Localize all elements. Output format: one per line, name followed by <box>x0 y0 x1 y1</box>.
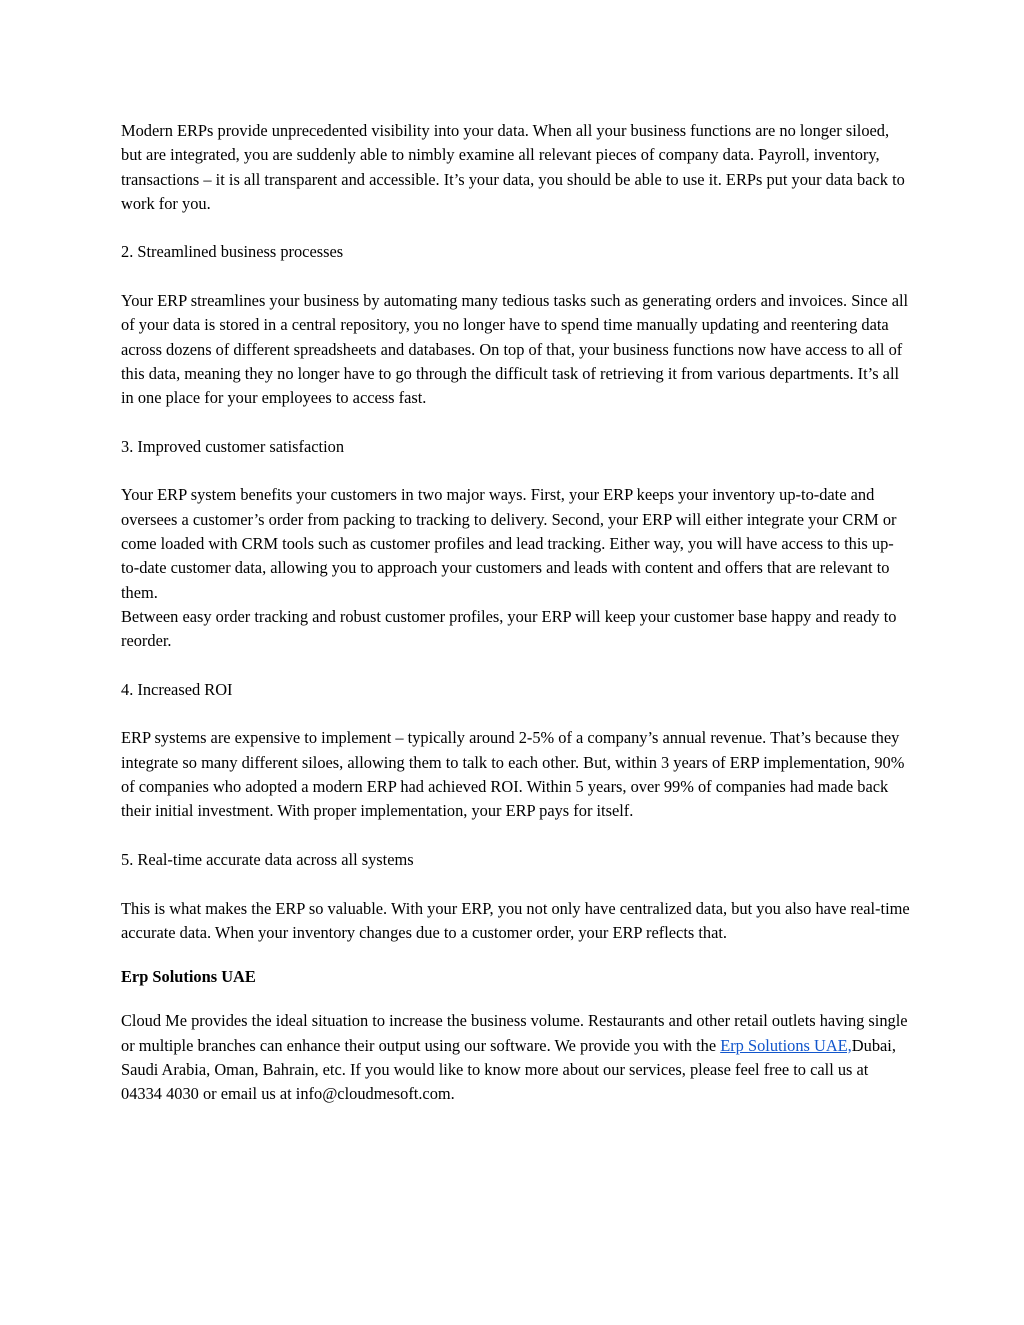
section4-heading: 4. Increased ROI <box>121 679 233 699</box>
closing-text-before-link: Cloud Me provides the ideal situation to increase the business volume. Restaurants and other retail outlets having single or multiple branches can enhance their output using our software. We provide you with the <box>121 1011 908 1055</box>
section3-body-2: Between easy order tracking and robust customer profiles, your ERP will keep your customer base happy and ready to reorder. <box>121 606 897 651</box>
document-page <box>121 119 911 1131</box>
closing-text-after-link: Dubai, Saudi Arabia, Oman, Bahrain, etc. If you would like to know more about our services, please feel free to call us at 04334 4030 or email us at info@cloudmesoft.com. <box>121 1035 896 1104</box>
section3-heading: 3. Improved customer satisfaction <box>121 436 345 456</box>
section2-heading: 2. Streamlined business processes <box>121 242 344 262</box>
closing-paragraph <box>121 1009 911 1106</box>
erp-solutions-link[interactable]: Erp Solutions UAE, <box>720 1035 852 1055</box>
section4-body: ERP systems are expensive to implement – typically around 2-5% of a company’s annual revenue. That’s because they integrate so many different siloes, allowing them to talk to each other. But, within 3 years of ERP implementation, 90% of companies who adopted a modern ERP had achieved ROI. Within 5 years, over 99% of companies had made back their initial investment. With proper implementation, your ERP pays for itself. <box>121 728 905 821</box>
section2-body: Your ERP streamlines your business by automating many tedious tasks such as generating orders and invoices. Since all of your data is stored in a central repository, you no longer have to spend time manually updating and reentering data across dozens of different spreadsheets and databases. On top of that, your business functions now have access to all of this data, meaning they no longer have to go through the difficult task of retrieving it from various departments. It’s all in one place for your employees to access fast. <box>121 291 909 408</box>
intro-paragraph: Modern ERPs provide unprecedented visibility into your data. When all your business functions are no longer siloed, but are integrated, you are suddenly able to nimbly examine all relevant pieces of company data. Payroll, inventory, transactions – it is all transparent and accessible. It’s your data, you should be able to use it. ERPs put your data back to work for you. <box>121 121 905 213</box>
erp-solutions-heading: Erp Solutions UAE <box>121 967 256 987</box>
section3-body-1: Your ERP system benefits your customers in two major ways. First, your ERP keeps your inventory up-to-date and oversees a customer’s order from packing to tracking to delivery. Second, your ERP will either integrate your CRM or come loaded with CRM tools such as customer profiles and lead tracking. Either way, you will have access to this up-to-date customer data, allowing you to approach your customers and leads with content and offers that are relevant to them. <box>121 485 897 602</box>
section5-heading: 5. Real-time accurate data across all systems <box>121 849 414 869</box>
section5-body: This is what makes the ERP so valuable. With your ERP, you not only have centralized data, but you also have real-time accurate data. When your inventory changes due to a customer order, your ERP reflects that. <box>121 898 910 942</box>
